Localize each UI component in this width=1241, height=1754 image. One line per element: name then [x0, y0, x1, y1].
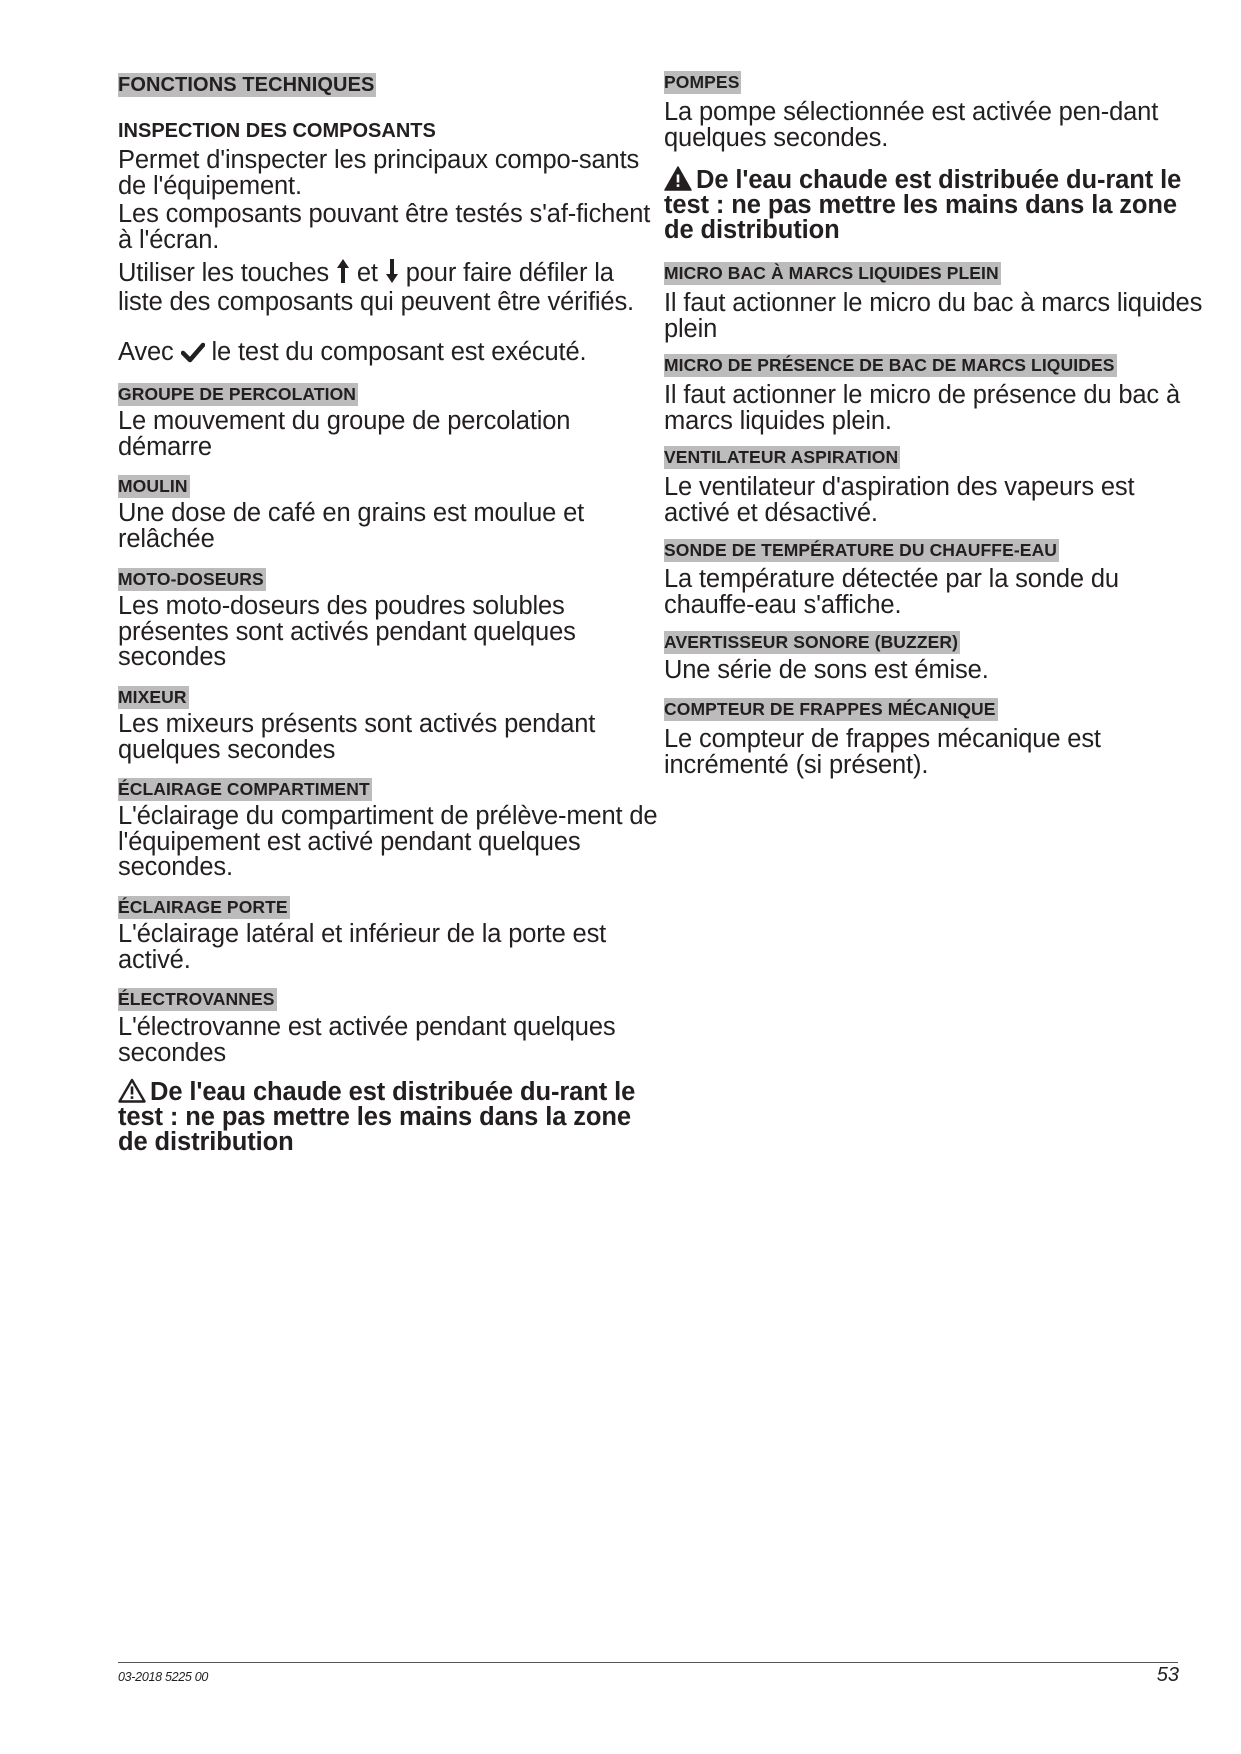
intro-paragraph-3: Utiliser les touches et pour faire défiler la liste des composants qui peuvent être vérifiés.: [118, 259, 634, 316]
section-heading: SONDE DE TEMPÉRATURE DU CHAUFFE-EAU: [664, 540, 1058, 560]
section-text: Une dose de café en grains est moulue et relâchée: [118, 499, 585, 553]
page-number: 53: [1156, 1664, 1179, 1686]
section-heading: ÉCLAIRAGE PORTE: [118, 897, 288, 917]
section-heading: MICRO DE PRÉSENCE DE BAC DE MARCS LIQUIDES: [664, 355, 1115, 375]
section-text: Le ventilateur d'aspiration des vapeurs est activé et désactivé.: [664, 473, 1135, 527]
intro-paragraph-4: Avec le test du composant est exécuté.: [118, 340, 658, 369]
section-heading: AVERTISSEUR SONORE (BUZZER): [664, 632, 959, 652]
section-heading: MOULIN: [118, 476, 188, 496]
section-text: Une série de sons est émise.: [664, 656, 989, 684]
warning-outline-icon: [118, 1078, 146, 1103]
section-text: Le mouvement du groupe de percolation démarre: [118, 407, 571, 461]
intro-paragraph-2: Les composants pouvant être testés s'af-fichent à l'écran.: [118, 200, 651, 254]
checkmark-icon: [181, 341, 205, 369]
hot-water-warning: De l'eau chaude est distribuée du-rant le test : ne pas mettre les mains dans la zone de distribution: [664, 166, 1182, 244]
section-heading: COMPTEUR DE FRAPPES MÉCANIQUE: [664, 699, 996, 719]
section-text: L'éclairage latéral et inférieur de la porte est activé.: [118, 920, 607, 974]
section-heading: MICRO BAC À MARCS LIQUIDES PLEIN: [664, 263, 999, 283]
section-text: Les moto-doseurs des poudres solubles présentes sont activés pendant quelques secondes: [118, 592, 576, 671]
section-heading: ÉLECTROVANNES: [118, 989, 275, 1009]
section-heading: VENTILATEUR ASPIRATION: [664, 447, 899, 467]
hot-water-warning: De l'eau chaude est distribuée du-rant le test : ne pas mettre les mains dans la zone de distribution: [118, 1078, 636, 1156]
warning-filled-icon: [664, 166, 692, 191]
section-text: L'électrovanne est activée pendant quelques secondes: [118, 1013, 616, 1067]
section-text: La pompe sélectionnée est activée pen-dant quelques secondes.: [664, 98, 1159, 152]
intro-paragraph-1: Permet d'inspecter les principaux compo-sants de l'équipement.: [118, 146, 640, 200]
section-text: La température détectée par la sonde du chauffe-eau s'affiche.: [664, 565, 1119, 619]
arrow-up-icon: [336, 258, 350, 290]
section-heading: MIXEUR: [118, 687, 187, 707]
section-heading: GROUPE DE PERCOLATION: [118, 384, 357, 404]
footer-divider: [118, 1662, 1178, 1663]
section-text: Les mixeurs présents sont activés pendant quelques secondes: [118, 710, 596, 764]
section-heading: ÉCLAIRAGE COMPARTIMENT: [118, 779, 370, 799]
main-heading: FONCTIONS TECHNIQUES: [118, 74, 375, 96]
inspection-heading: INSPECTION DES COMPOSANTS: [118, 120, 436, 142]
document-code: 03-2018 5225 00: [118, 1670, 209, 1684]
section-heading: MOTO-DOSEURS: [118, 569, 264, 589]
section-text: Il faut actionner le micro du bac à marcs liquides plein: [664, 289, 1203, 343]
arrow-down-icon: [385, 258, 399, 290]
section-text: Le compteur de frappes mécanique est incrémenté (si présent).: [664, 725, 1101, 779]
section-heading: POMPES: [664, 72, 740, 92]
section-text: Il faut actionner le micro de présence du bac à marcs liquides plein.: [664, 381, 1180, 435]
section-text: L'éclairage du compartiment de prélève-ment de l'équipement est activé pendant quelques secondes.: [118, 802, 658, 881]
